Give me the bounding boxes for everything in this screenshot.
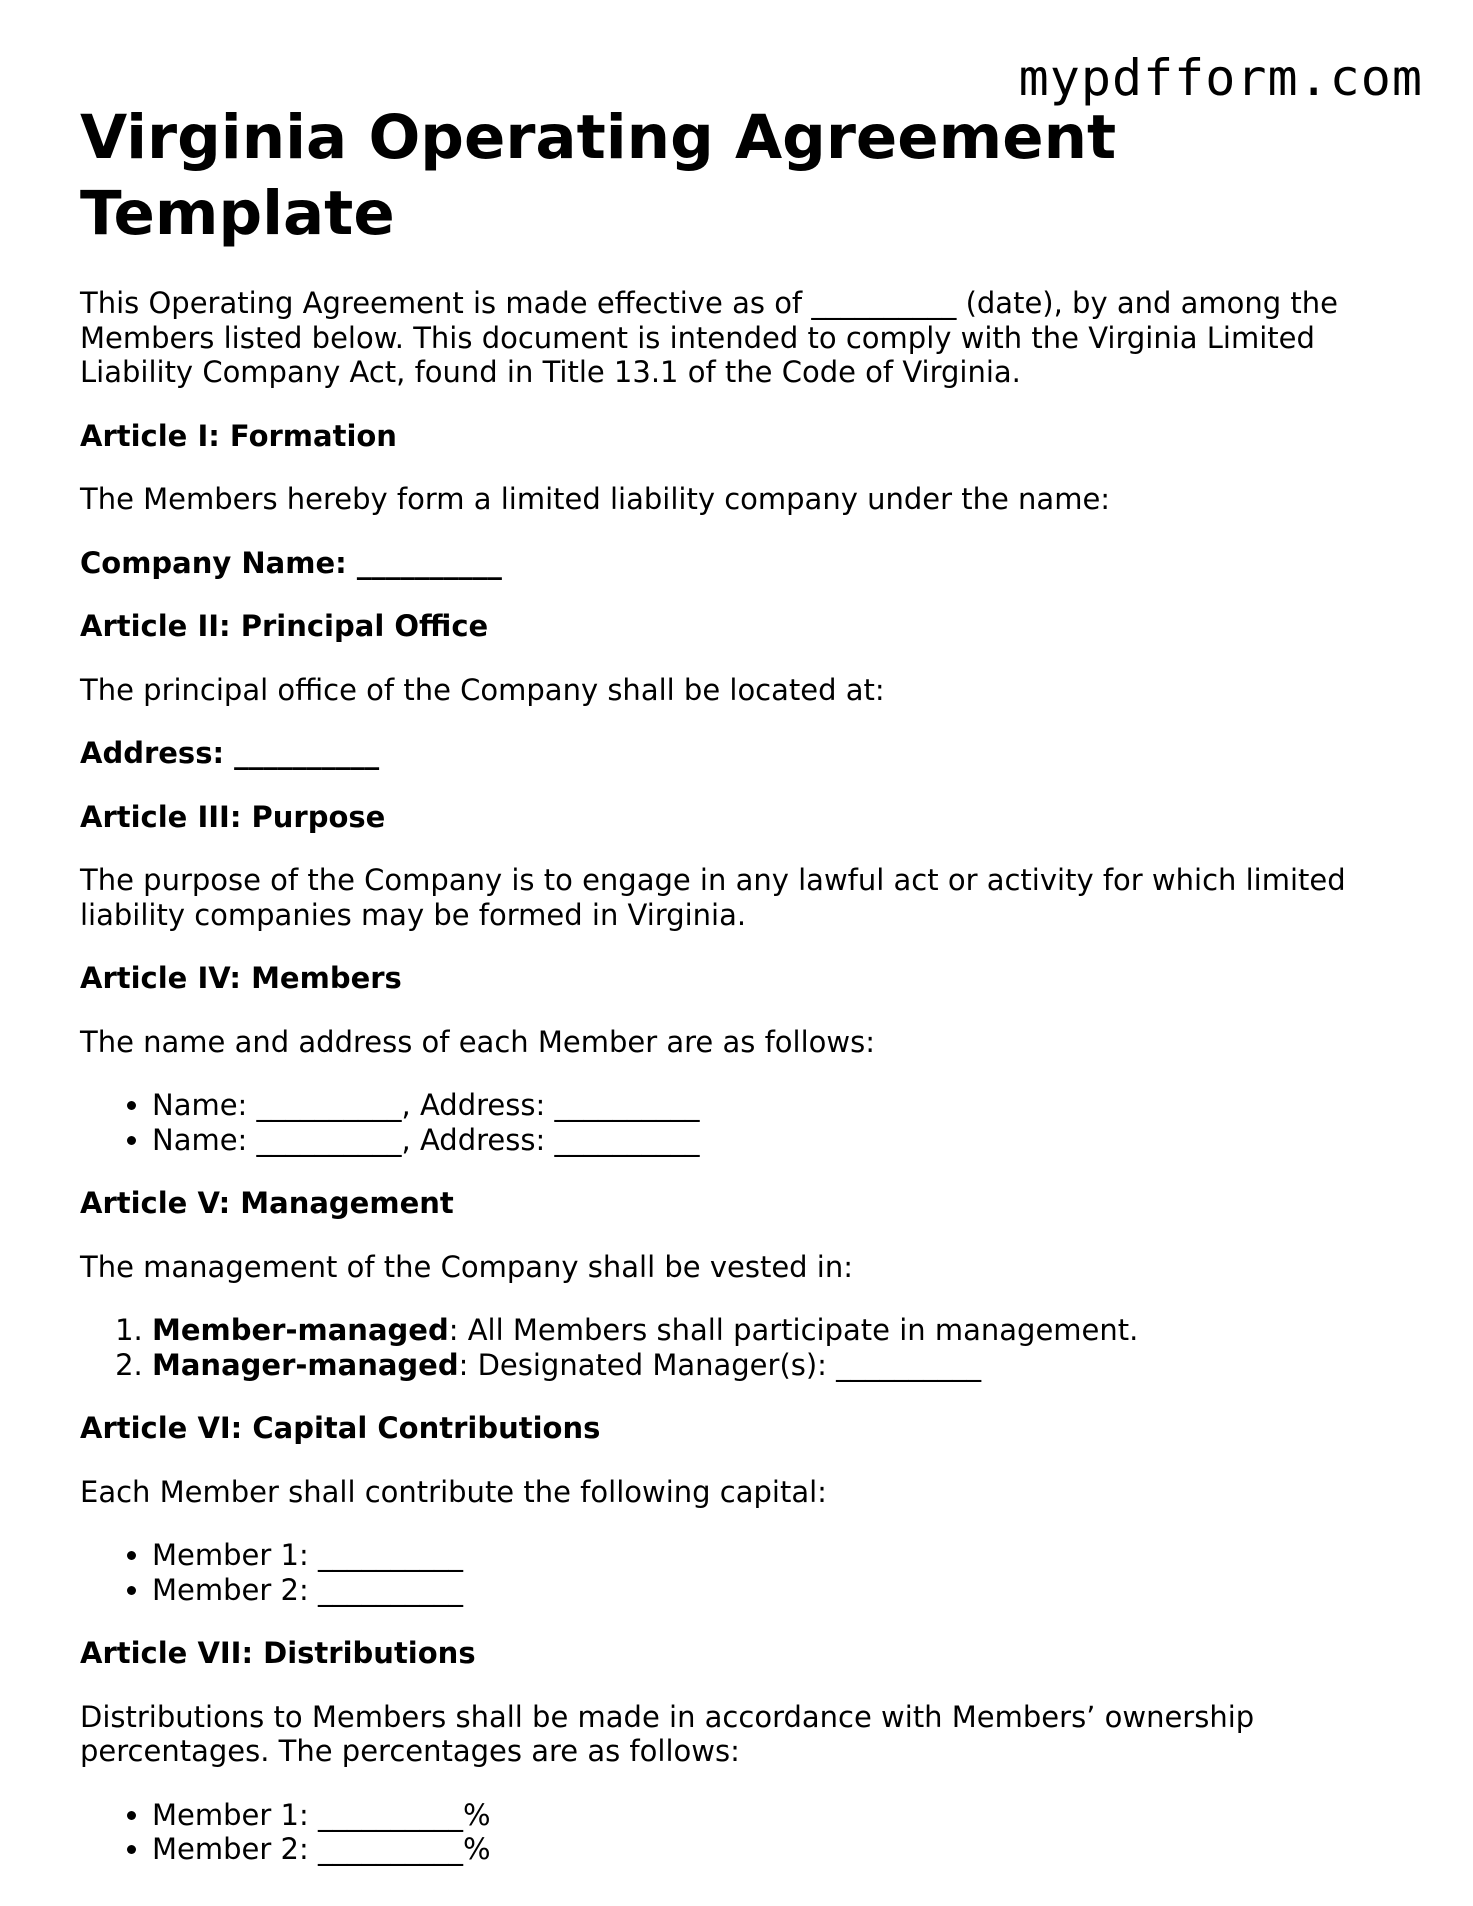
address-field: Address: __________: [80, 736, 380, 770]
watermark: mypdfform.com: [1018, 49, 1423, 107]
article-5-text: The management of the Company shall be vested in:: [80, 1249, 854, 1284]
article-5-heading: Article V: Management: [80, 1186, 454, 1220]
list-item: • Member 1: __________%: [152, 1798, 1410, 1833]
article-4-text: The name and address of each Member are as follows:: [80, 1024, 875, 1059]
document-page: [80, 100, 1410, 1896]
article-1-heading: Article I: Formation: [80, 418, 397, 453]
list-item: [152, 1348, 1410, 1383]
article-1-text: The Members hereby form a limited liability company under the name:: [80, 482, 1111, 516]
distribution-percentages-list: [80, 1798, 1410, 1867]
article-2-text: The principal office of the Company shall be located at:: [80, 672, 885, 707]
management-options-list: [80, 1313, 1410, 1382]
article-7-text: Distributions to Members shall be made in accordance with Members’ ownership percentages. The percentages are as follows:: [80, 1699, 1255, 1768]
article-7-heading: Article VII: Distributions: [80, 1636, 476, 1670]
list-item: [152, 1313, 1410, 1348]
list-item: • Name: __________, Address: __________: [152, 1088, 1410, 1123]
article-2-heading: Article II: Principal Office: [80, 609, 489, 643]
article-6-text: Each Member shall contribute the following capital:: [80, 1474, 827, 1509]
article-4-heading: Article IV: Members: [80, 961, 402, 995]
option-description: : Designated Manager(s): __________: [458, 1347, 982, 1382]
option-term: Member-managed: [152, 1313, 449, 1347]
option-description: : All Members shall participate in management.: [448, 1313, 1139, 1347]
list-item: • Name: __________, Address: __________: [152, 1123, 1410, 1158]
members-list: [80, 1088, 1410, 1157]
intro-paragraph: This Operating Agreement is made effective as of __________ (date), by and among the Members listed below. This document is intended to comply with the Virginia Limited Liability Company Act, found in Title 13.1 of the Code of Virginia.: [80, 286, 1338, 389]
list-item: • Member 2: __________%: [152, 1832, 1410, 1867]
article-6-heading: Article VI: Capital Contributions: [80, 1411, 601, 1445]
capital-contributions-list: [80, 1538, 1410, 1607]
company-name-field: Company Name: __________: [80, 545, 502, 580]
article-3-heading: Article III: Purpose: [80, 799, 386, 834]
article-3-text: The purpose of the Company is to engage in any lawful act or activity for which limited liability companies may be formed in Virginia.: [80, 863, 1346, 932]
list-item: • Member 2: __________: [152, 1573, 1410, 1608]
list-item: • Member 1: __________: [152, 1538, 1410, 1573]
option-term: Manager-managed: [152, 1347, 459, 1382]
page-title: Virginia Operating Agreement Template: [80, 102, 1117, 249]
